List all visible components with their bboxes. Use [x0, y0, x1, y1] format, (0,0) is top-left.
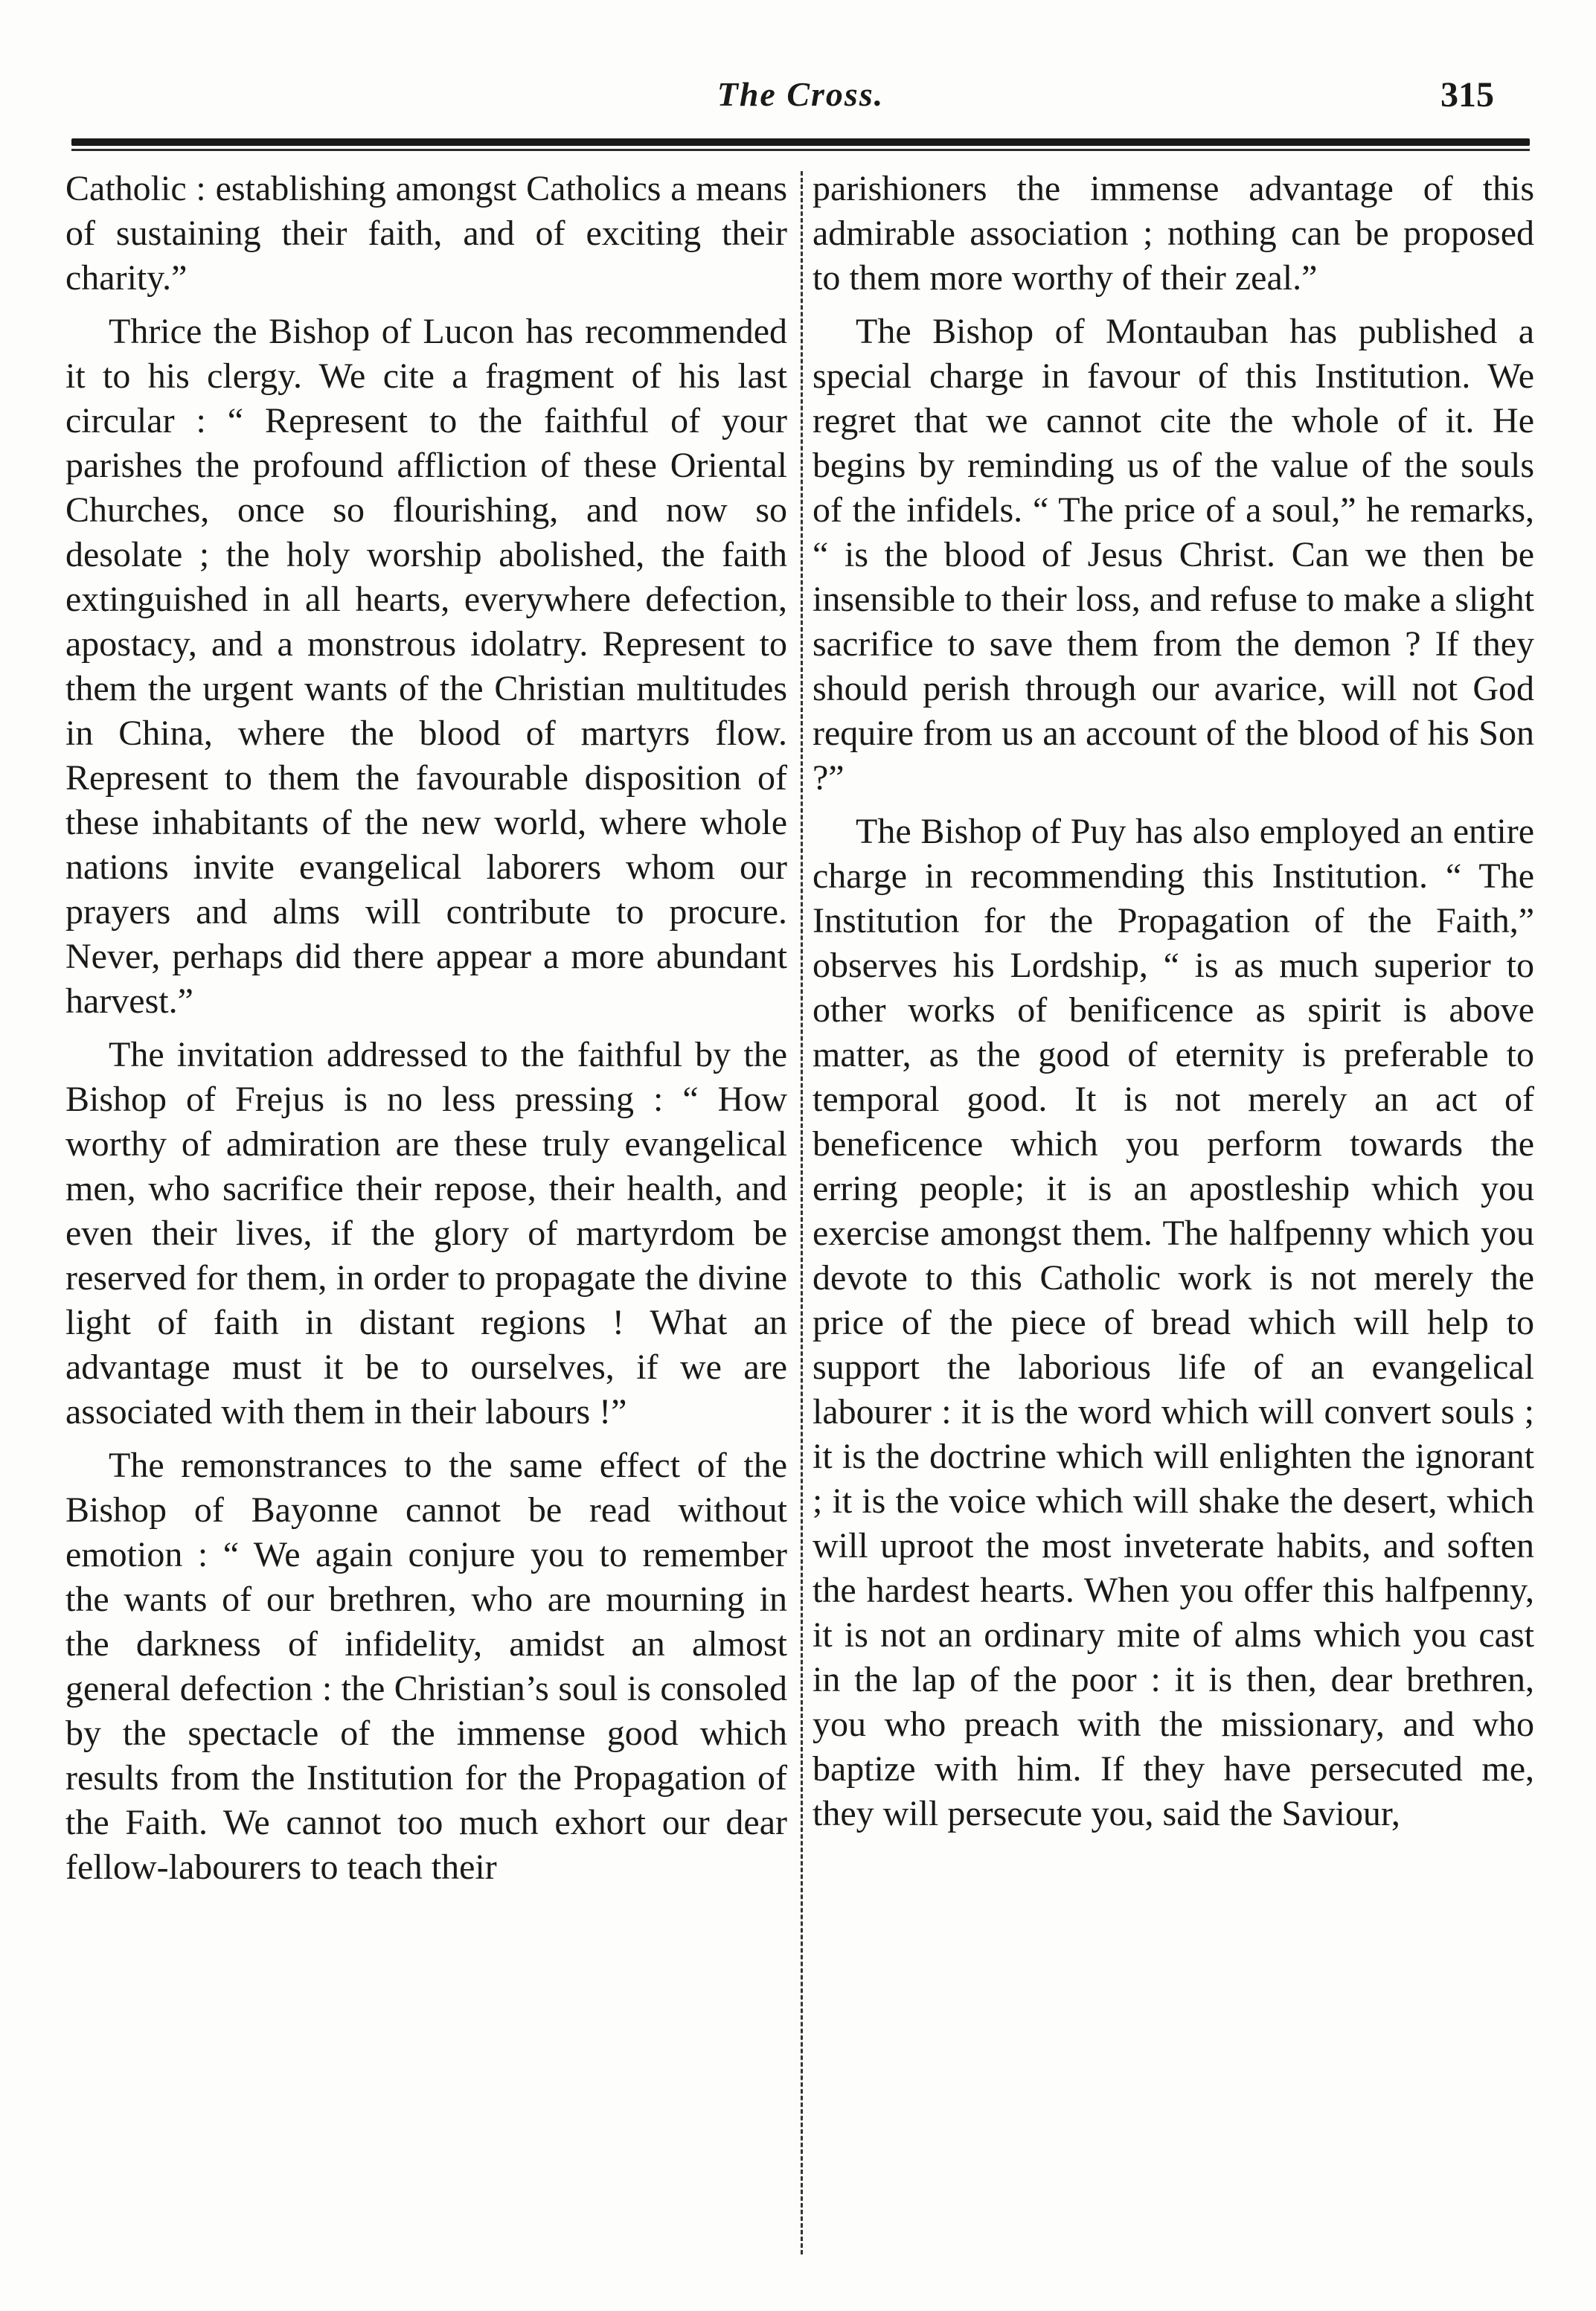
right-column	[813, 167, 1534, 1845]
paragraph: The remonstrances to the same effect of the Bishop of Bayonne cannot be read without emotion : “ We again conjure you to remember the wants of our brethren, who are mourning in the darkness of infidelity, amidst an almost general defection : the Christian’s soul is consoled by the spectacle of the immense good which results from the Institution for the Propagation of the Faith. We cannot too much exhort our dear fellow-labourers to teach their	[65, 1446, 787, 1887]
header-rule-thin	[71, 149, 1530, 151]
paragraph: parishioners the immense advantage of this admirable association ; nothing can be proposed to them more worthy of their zeal.”	[813, 169, 1534, 298]
paragraph: Thrice the Bishop of Lucon has recommended it to his clergy. We cite a fragment of his last circular : “ Represent to the faithful of your parishes the profound affliction of these Oriental Churches, once so flourishing, and now so desolate ; the holy worship abolished, the faith extinguished in all hearts, everywhere defection, apostacy, and a monstrous idolatry. Represent to them the urgent wants of the Christian multitudes in China, where the blood of martyrs flow. Represent to them the favourable disposition of these inhabitants of the new world, where whole nations invite evangelical laborers whom our prayers and alms will contribute to procure. Never, perhaps did there appear a more abundant harvest.”	[65, 312, 787, 1021]
column-divider	[801, 171, 803, 2254]
paragraph: Catholic : establishing amongst Catholics a means of sustaining their faith, and of exciting their charity.”	[65, 169, 787, 298]
page-number: 315	[1440, 75, 1494, 115]
left-column	[65, 167, 787, 1899]
page-header	[71, 74, 1530, 134]
header-rule	[71, 138, 1530, 146]
running-title: The Cross.	[717, 75, 885, 113]
paragraph: The invitation addressed to the faithful by the Bishop of Frejus is no less pressing : “ How worthy of admiration are these truly evangelical men, who sacrifice their repose, their health, and even their lives, if the glory of martyrdom be reserved for them, in order to propagate the divine light of faith in distant regions ! What an advantage must it be to ourselves, if we are associated with them in their labours !”	[65, 1035, 787, 1432]
paragraph: The Bishop of Montauban has published a special charge in favour of this Institution. We regret that we cannot cite the whole of it. He begins by reminding us of the value of the souls of the infidels. “ The price of a soul,” he remarks, “ is the blood of Jesus Christ. Can we then be insensible to their loss, and refuse to make a slight sacrifice to save them from the demon ? If they should perish through our avarice, will not God require from us an account of the blood of his Son ?”	[813, 312, 1534, 798]
paragraph: The Bishop of Puy has also employed an entire charge in recommending this Institution. “ The Institution for the Propagation of the Faith,” observes his Lordship, “ is as much superior to other works of benificence as spirit is above matter, as the good of eternity is preferable to temporal good. It is not merely an act of beneficence which you perform towards the erring people; it is an apostleship which you exercise amongst them. The halfpenny which you devote to this Catholic work is not merely the price of the piece of bread which will help to support the laborious life of an evangelical labourer : it is the word which will convert souls ; it is the doctrine which will enlighten the ignorant ; it is the voice which will shake the desert, which will uproot the most inveterate habits, and soften the hardest hearts. When you offer this halfpenny, it is not an ordinary mite of alms which you cast in the lap of the poor : it is then, dear brethren, you who preach with the missionary, and who baptize with him. If they have persecuted me, they will persecute you, said the Saviour,	[813, 812, 1534, 1833]
